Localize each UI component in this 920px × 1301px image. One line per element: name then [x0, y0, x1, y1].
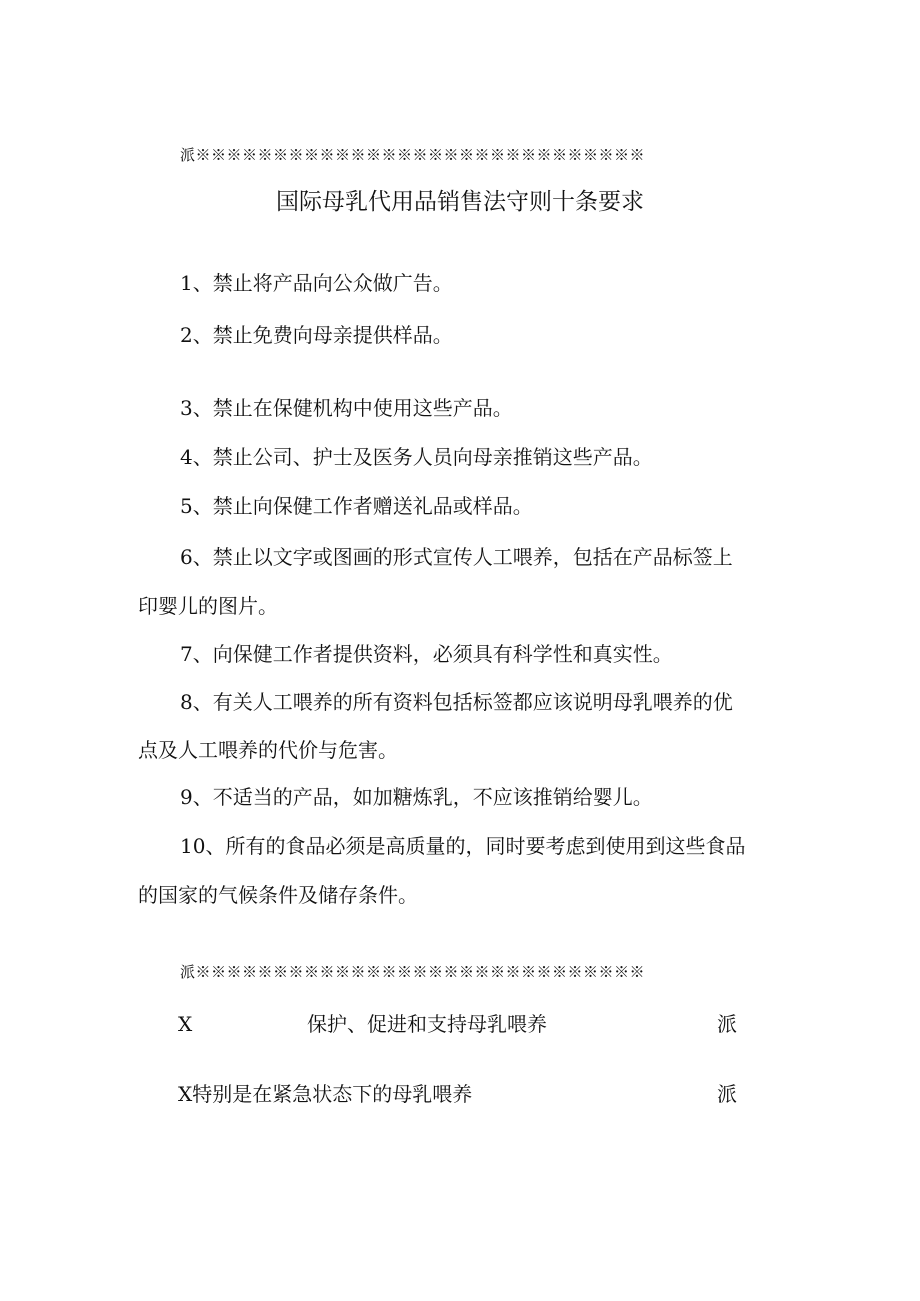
rule-item-8-line-2: 点及人工喂养的代价与危害。 — [138, 738, 398, 762]
rule-item-8-line-1: 8、有关人工喂养的所有资料包括标签都应该说明母乳喂养的优 — [180, 690, 733, 714]
rule-item-6-line-1: 6、禁止以文字或图画的形式宣传人工喂养，包括在产品标签上 — [180, 545, 733, 569]
rule-item-3: 3、禁止在保健机构中使用这些产品。 — [180, 396, 513, 420]
rule-item-10-line-2: 的国家的气候条件及储存条件。 — [138, 883, 418, 907]
rule-item-6-line-2: 印婴儿的图片。 — [138, 594, 278, 618]
rule-item-1: 1、禁止将产品向公众做广告。 — [180, 271, 453, 295]
footer-row-1-mark: X — [178, 1012, 193, 1036]
footer-row-1-end-mark: 派 — [717, 1012, 737, 1036]
top-divider: 派※※※※※※※※※※※※※※※※※※※※※※※※※※※※※ — [180, 146, 646, 164]
rule-item-9: 9、不适当的产品，如加糖炼乳，不应该推销给婴儿。 — [180, 785, 653, 809]
footer-row-1-slogan: 保护、促进和支持母乳喂养 — [307, 1012, 547, 1036]
rule-item-10-line-1: 10、所有的食品必须是高质量的，同时要考虑到使用到这些食品 — [180, 834, 746, 858]
document-title: 国际母乳代用品销售法守则十条要求 — [276, 189, 644, 215]
rule-item-7: 7、向保健工作者提供资料，必须具有科学性和真实性。 — [180, 642, 673, 666]
rule-item-2: 2、禁止免费向母亲提供样品。 — [180, 323, 453, 347]
rule-item-4: 4、禁止公司、护士及医务人员向母亲推销这些产品。 — [180, 445, 653, 469]
footer-row-2-end-mark: 派 — [717, 1082, 737, 1106]
bottom-divider: 派※※※※※※※※※※※※※※※※※※※※※※※※※※※※※ — [180, 963, 646, 981]
rule-item-5: 5、禁止向保健工作者赠送礼品或样品。 — [180, 494, 533, 518]
footer-row-2-slogan: X特别是在紧急状态下的母乳喂养 — [178, 1082, 473, 1106]
